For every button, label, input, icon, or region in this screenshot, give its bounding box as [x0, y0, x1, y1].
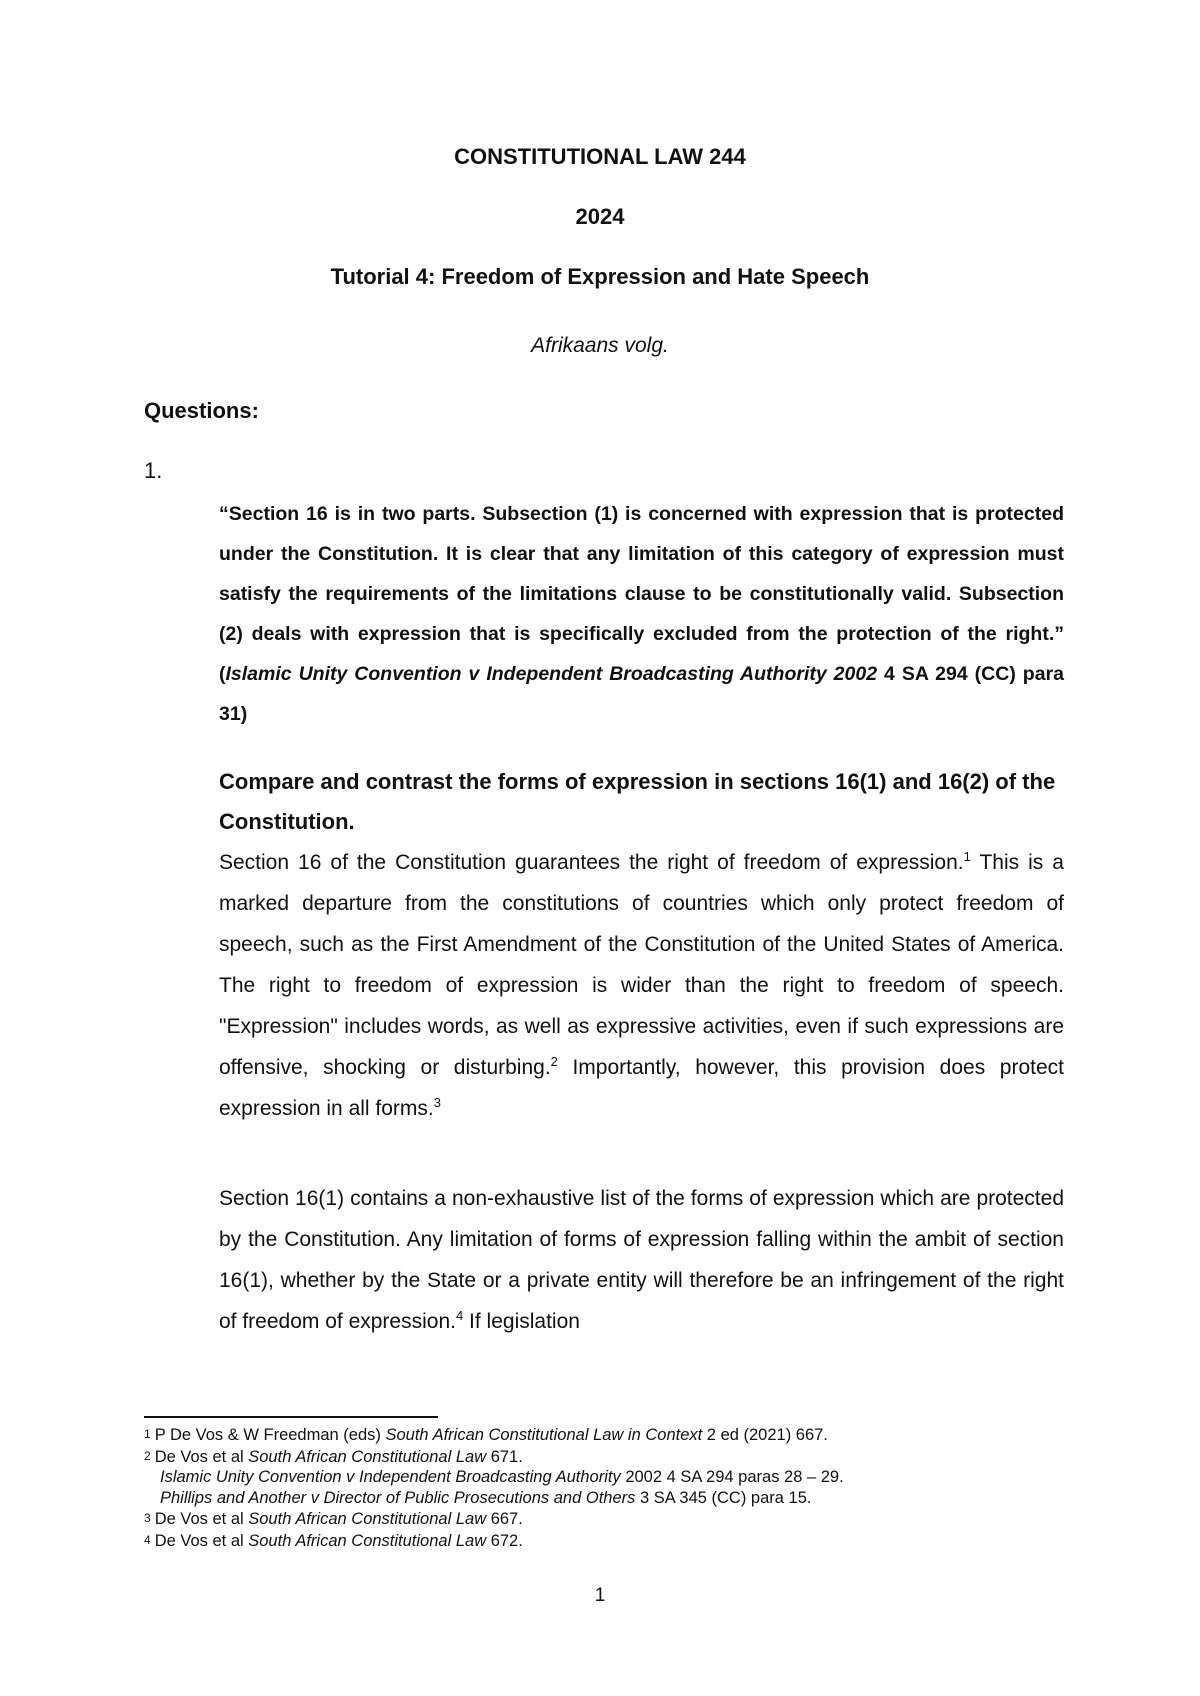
- footnotes: [144, 1424, 1044, 1551]
- p1-sentence-3: Importantly, however, this provision does protect expression in all forms.: [219, 1056, 1064, 1120]
- footnote-2-continuation-2: [144, 1488, 1044, 1509]
- course-title: CONSTITUTIONAL LAW 244: [454, 144, 746, 169]
- footnote-source-title: South African Constitutional Law: [248, 1447, 487, 1466]
- footnote-2: [144, 1446, 1044, 1509]
- quote-text: “Section 16 is in two parts. Subsection (1) is concerned with expression that is protected under the Constitution. It is clear that any limitation of this category of expression must satisfy the requirements of the limitations clause to be constitutionally valid. Subsection (2) deals with expression that is specifically excluded from the protection of the right.” (: [219, 503, 1064, 685]
- footnote-text: De Vos et al: [154, 1447, 249, 1466]
- footnote-2-continuation-1: [144, 1467, 1044, 1488]
- footnote-text: 3 SA 345 (CC) para 15.: [635, 1488, 812, 1507]
- footnote-ref-3[interactable]: 3: [433, 1095, 441, 1110]
- p2-sentence-1: Section 16(1) contains a non-exhaustive list of the forms of expression which are protected by the Constitution. Any limitation of forms of expression falling within the ambit of section 16(1), whether by the State or a private entity will therefore be an infringement of the right of freedom of expression.: [219, 1187, 1064, 1333]
- p1-sentence-1: Section 16 of the Constitution guarantees the right of freedom of expression.: [219, 851, 964, 874]
- footnote-text: P De Vos & W Freedman (eds): [154, 1426, 386, 1444]
- footnote-number: 2: [144, 1448, 151, 1463]
- footnote-divider: [144, 1416, 438, 1418]
- question-prompt: Compare and contrast the forms of expression in sections 16(1) and 16(2) of the Constitution.: [219, 769, 1056, 834]
- footnote-ref-4[interactable]: 4: [455, 1308, 464, 1323]
- footnote-number: 3: [144, 1511, 151, 1525]
- questions-heading: Questions:: [144, 398, 259, 423]
- quote-case-name: Islamic Unity Convention v Independent Broadcasting Authority 2002: [225, 663, 878, 685]
- footnote-source-title: South African Constitutional Law: [248, 1510, 487, 1528]
- tutorial-title: Tutorial 4: Freedom of Expression and Hate Speech: [330, 264, 870, 289]
- footnote-text: 667.: [486, 1510, 523, 1528]
- footnote-case-name: Phillips and Another v Director of Public Prosecutions and Others: [160, 1488, 636, 1507]
- question-number: 1.: [144, 458, 163, 483]
- footnote-source-title: South African Constitutional Law in Context: [385, 1426, 703, 1444]
- course-year: 2024: [575, 204, 625, 229]
- footnote-source-title: South African Constitutional Law: [248, 1531, 487, 1550]
- footnote-text: 2002 4 SA 294 paras 28 – 29.: [620, 1468, 844, 1486]
- answer-paragraph-1: [219, 842, 1064, 1129]
- footnote-text: 672.: [486, 1531, 523, 1550]
- p2-sentence-2: If legislation: [463, 1310, 580, 1333]
- footnote-number: 1: [144, 1427, 151, 1441]
- footnote-text: 2 ed (2021) 667.: [702, 1426, 828, 1444]
- footnote-3: [144, 1508, 1044, 1530]
- footnote-text: De Vos et al: [154, 1510, 249, 1528]
- footnote-case-name: Islamic Unity Convention v Independent Broadcasting Authority: [160, 1468, 621, 1486]
- footnote-number: 4: [144, 1532, 151, 1547]
- p1-sentence-2: This is a marked departure from the constitutions of countries which only protect freedom of speech, such as the First Amendment of the Constitution of the United States of America. The right to freedom of expression is wider than the right to freedom of speech. "Expression" includes words, as well as expressive activities, even if such expressions are offensive, shocking or disturbing.: [219, 851, 1064, 1079]
- footnote-text: 671.: [486, 1447, 523, 1466]
- block-quote: [219, 494, 1064, 734]
- footnote-ref-2[interactable]: 2: [550, 1054, 558, 1069]
- footnote-1: [144, 1424, 1044, 1446]
- language-note: Afrikaans volg.: [531, 334, 669, 357]
- page-number: 1: [594, 1585, 606, 1606]
- footnote-text: De Vos et al: [154, 1531, 249, 1550]
- answer-paragraph-2: [219, 1178, 1064, 1342]
- footnote-4: [144, 1530, 1044, 1552]
- footnote-ref-1[interactable]: 1: [963, 849, 971, 864]
- quote-citation: 4 SA 294 (CC) para 31): [219, 663, 1064, 725]
